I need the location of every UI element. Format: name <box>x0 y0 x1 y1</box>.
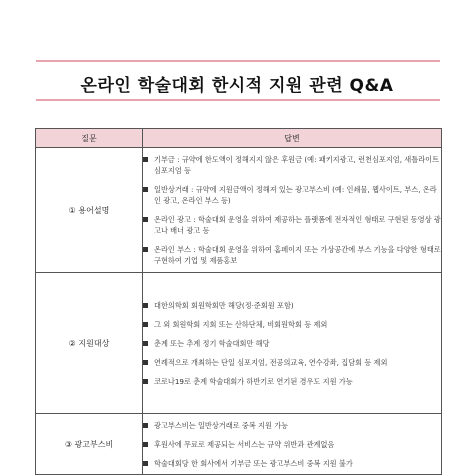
row-answer <box>143 148 442 273</box>
list-item <box>143 300 441 311</box>
list-item-text: 온라인 광고 : 학술대회 운영을 위하여 제공하는 플랫폼에 전자적인 형태로 구현된 동영상 광고나 배너 광고 등 <box>154 215 441 235</box>
list-item-text: 대한의학회 회원학회만 해당(정·준회원 포함) <box>154 300 294 310</box>
square-bullet-icon <box>143 187 148 192</box>
square-bullet-icon <box>143 341 148 346</box>
list-item-text: 온라인 부스 : 학술대회 운영을 위하여 홈페이지 또는 가상공간에 부스 기능을 다양한 형태로 구현하여 기업 및 제품홍보 <box>154 245 441 265</box>
list-item-text: 일반상거래 : 규약에 지원금액이 정해져 있는 광고부스비 (예: 인쇄물, 웹사이트, 부스, 온라인 광고, 온라인 부스 등) <box>154 185 437 205</box>
square-bullet-icon <box>143 379 148 384</box>
list-item-text: 후원사에 무료로 제공되는 서비스는 규약 위반과 관계없음 <box>154 439 335 449</box>
table-header-row <box>36 129 442 148</box>
square-bullet-icon <box>143 217 148 222</box>
table-row <box>36 273 442 414</box>
list-item <box>143 184 441 206</box>
list-item <box>143 244 441 266</box>
list-item-text: 기부금 : 규약에 한도액이 정해지지 않은 후원금 (예: 패키지광고, 런천심포지엄, 새틀라이트 심포지엄 등 <box>154 155 440 175</box>
list-item <box>143 458 441 469</box>
square-bullet-icon <box>143 157 148 162</box>
list-item <box>143 439 441 450</box>
list-item <box>143 420 441 431</box>
list-item-text: 그 외 회원학회 지회 또는 산하단체, 비회원학회 등 제외 <box>154 319 328 329</box>
list-item-text: 광고부스비는 일반상거래로 중복 지원 가능 <box>154 420 289 430</box>
row-answer <box>143 414 442 475</box>
header-question: 질문 <box>36 129 143 148</box>
square-bullet-icon <box>143 423 148 428</box>
title-top-rule <box>36 60 440 62</box>
document-title: 온라인 학술대회 한시적 지원 관련 Q&A <box>80 76 394 96</box>
square-bullet-icon <box>143 461 148 466</box>
list-item <box>143 357 441 368</box>
list-item-text: 연례적으로 개최하는 단일 심포지엄, 전공의교육, 연수강좌, 집담회 등 제외 <box>154 357 388 367</box>
square-bullet-icon <box>143 303 148 308</box>
table-row <box>36 414 442 475</box>
square-bullet-icon <box>143 322 148 327</box>
list-item <box>143 338 441 349</box>
row-category: ③ 광고부스비 <box>36 414 143 475</box>
list-item-text: 코로나19로 춘계 학술대회가 하반기로 연기된 경우도 지원 가능 <box>154 376 353 386</box>
header-answer: 답변 <box>143 129 442 148</box>
square-bullet-icon <box>143 442 148 447</box>
list-item-text: 학술대회당 한 회사에서 기부금 또는 광고부스비 중복 지원 불가 <box>154 458 353 468</box>
list-item <box>143 154 441 176</box>
square-bullet-icon <box>143 247 148 252</box>
row-category: ② 지원대상 <box>36 273 143 414</box>
list-item <box>143 376 441 387</box>
qa-table <box>35 128 442 475</box>
square-bullet-icon <box>143 360 148 365</box>
list-item-text: 춘계 또는 추계 정기 학술대회만 해당 <box>154 338 270 348</box>
list-item <box>143 319 441 330</box>
row-category: ① 용어설명 <box>36 148 143 273</box>
title-bottom-rule <box>36 99 440 101</box>
table-row <box>36 148 442 273</box>
list-item <box>143 214 441 236</box>
row-answer <box>143 273 442 414</box>
